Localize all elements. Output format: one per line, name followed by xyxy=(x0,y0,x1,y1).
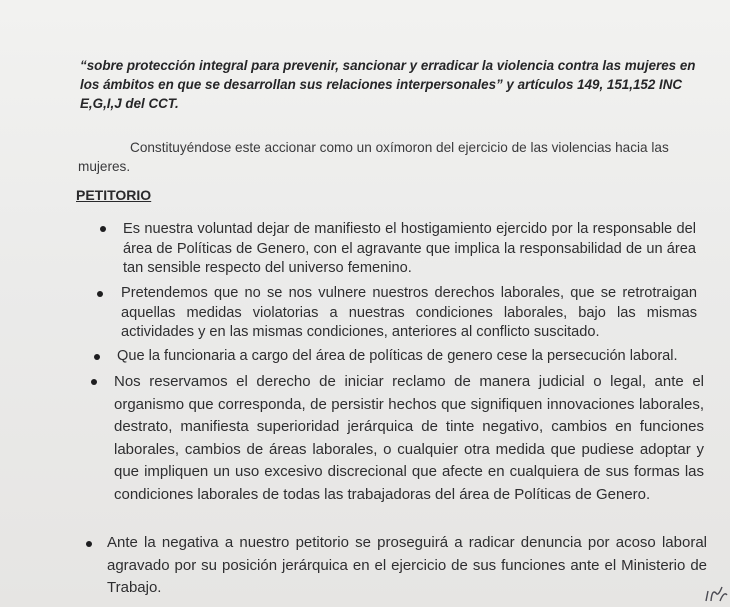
list-item-text: Es nuestra voluntad dejar de manifiesto el hostigamiento ejercido por la responsable del área de Políticas de Genero, con el agravante que implica la responsabilidad de un área tan sensible respecto del universo femenino. xyxy=(123,221,696,276)
list-item-text: Nos reservamos el derecho de iniciar reclamo de manera judicial o legal, ante el organismo que corresponda, de persistir hechos que signifiquen innovaciones laborales, destrato, manifiesta superioridad jerárquica de tinte negativo, cambios en funciones laborales, cambios de áreas laborales, o cualquier otra medida que pudiese adoptar y que impliquen un uso excesivo discrecional que afecte en cualquiera de sus formas las condiciones laborales de todas las trabajadoras del área de Políticas de Genero. xyxy=(114,373,704,503)
bullet-icon xyxy=(100,226,106,232)
bullet-icon xyxy=(97,291,103,297)
bullet-icon xyxy=(91,379,97,385)
bullet-icon xyxy=(86,541,92,547)
list-item-text: Que la funcionaria a cargo del área de políticas de genero cese la persecución laboral. xyxy=(117,348,678,364)
body-paragraph xyxy=(78,138,708,176)
petitorio-heading: PETITORIO xyxy=(76,187,152,203)
bullet-icon xyxy=(94,354,100,360)
list-item-text: Pretendemos que no se nos vulnere nuestros derechos laborales, que se retrotraigan aquellas medidas violatorias a nuestras condiciones laborales, bajo las mismas actividades y en las mismas condiciones, anteriores al conflicto suscitado. xyxy=(121,285,697,340)
signature-mark xyxy=(702,581,728,603)
quoted-law-text: “sobre protección integral para prevenir, sancionar y erradicar la violencia contra las mujeres en los ámbitos en que se desarrollan sus relaciones interpersonales” y artículos 149, 151,152 INC E,G,I,J del CCT. xyxy=(80,58,696,111)
list-item-text: Ante la negativa a nuestro petitorio se proseguirá a radicar denuncia por acoso laboral agravado por su posición jerárquica en el ejercicio de sus funciones ante el Ministerio de Trabajo. xyxy=(107,534,707,597)
body-paragraph-text: Constituyéndose este accionar como un oxímoron del ejercicio de las violencias hacia las mujeres. xyxy=(78,140,669,174)
